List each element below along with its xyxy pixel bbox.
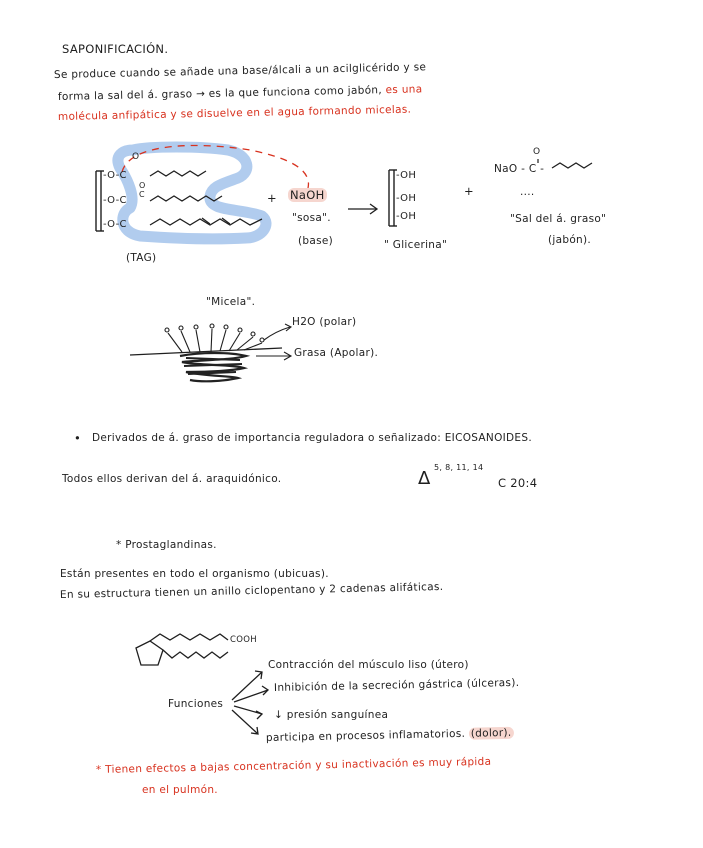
derivados-bullet: • <box>74 431 82 445</box>
base-label: (base) <box>298 235 334 247</box>
salt-formula: NaO - C - <box>494 163 545 175</box>
funcion-2: Inhibición de la secreción gástrica (úlceras). <box>273 676 520 694</box>
tag-label: (TAG) <box>126 252 157 264</box>
dolor-label: (dolor). <box>470 726 512 740</box>
salt-chain <box>552 163 592 168</box>
todos-line: Todos ellos derivan del á. araquidónico. <box>62 473 282 485</box>
glicerina-label: " Glicerina" <box>384 239 448 251</box>
funcion-4-text: participa en procesos inflamatorios. <box>265 727 466 744</box>
h2o-polar-label: H2O (polar) <box>292 316 357 328</box>
intro-line-2-red: es una <box>385 83 423 97</box>
plus-sign-1: + <box>267 191 277 205</box>
funciones-label: Funciones <box>168 698 224 710</box>
prostaglandin-structure <box>136 634 228 665</box>
prostaglandinas-line-2: En su estructura tienen un anillo ciclopentano y 2 cadenas alifáticas. <box>59 580 444 601</box>
reaction-arrow <box>348 204 377 214</box>
carbonyl-o-top: O <box>132 152 140 162</box>
c20-label: C 20:4 <box>498 476 538 490</box>
carbonyl-o-mid: O <box>139 181 146 190</box>
delta-superscript: 5, 8, 11, 14 <box>434 463 484 472</box>
plus-sign-2: + <box>464 184 474 198</box>
micela-title: "Micela". <box>206 296 256 308</box>
delta-symbol: Δ <box>418 468 431 489</box>
prostaglandinas-heading: * Prostaglandinas. <box>116 539 217 551</box>
sosa-label: "sosa". <box>292 212 331 224</box>
naoh-label: NaOH <box>290 188 325 202</box>
cooh-label: COOH <box>230 635 257 645</box>
ester-label-2: -O-C <box>103 195 127 206</box>
oh-label-2: -OH <box>396 193 417 204</box>
salt-dots: .... <box>520 186 535 198</box>
salt-carbonyl-o: O <box>533 147 541 157</box>
carbonyl-c-mid: C <box>139 190 145 199</box>
intro-line-1: Se produce cuando se añade una base/álcali a un acilglicérido y se <box>53 61 427 81</box>
prostaglandinas-line-1: Están presentes en todo el organismo (ubicuas). <box>60 568 329 580</box>
footnote-line-1: * Tienen efectos a bajas concentración y su inactivación es muy rápida <box>95 755 492 776</box>
page-title: SAPONIFICACIÓN. <box>62 42 169 56</box>
oh-label-3: -OH <box>396 211 417 222</box>
funciones-arrows <box>232 671 268 734</box>
footnote-line-2: en el pulmón. <box>142 784 218 796</box>
intro-line-2-black: forma la sal del á. graso → es la que funciona como jabón, <box>57 84 383 103</box>
intro-line-3: molécula anfipática y se disuelve en el agua formando micelas. <box>57 103 412 123</box>
micelle-drawing <box>130 324 291 381</box>
funcion-1: Contracción del músculo liso (útero) <box>268 659 469 671</box>
derivados-line: Derivados de á. graso de importancia reguladora o señalizado: EICOSANOIDES. <box>92 432 532 444</box>
funcion-3: ↓ presión sanguínea <box>274 709 389 721</box>
salt-label: "Sal del á. graso" <box>510 213 607 225</box>
oh-label-1: -OH <box>396 170 417 181</box>
ester-label-1: -O-C <box>103 170 127 181</box>
grasa-apolar-label: Grasa (Apolar). <box>294 347 379 359</box>
ester-label-3: -O-C <box>103 219 127 230</box>
jabon-label: (jabón). <box>548 234 592 246</box>
